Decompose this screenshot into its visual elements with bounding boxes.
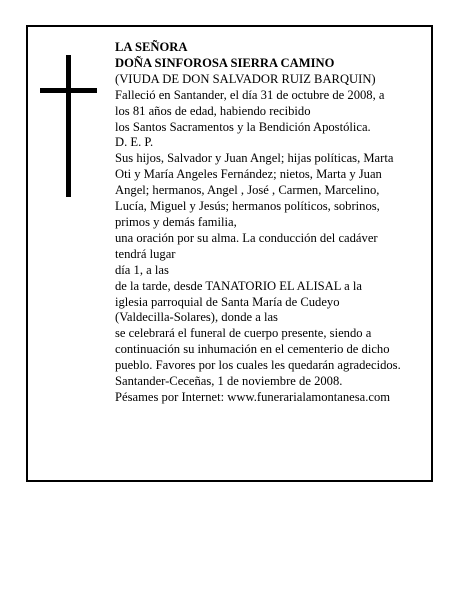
notice-line: primos y demás familia, <box>115 214 237 229</box>
widow-subtitle: (VIUDA DE DON SALVADOR RUIZ BARQUIN) <box>115 71 376 86</box>
obituary-notice <box>26 25 433 482</box>
notice-line: los 81 años de edad, habiendo recibido <box>115 103 311 118</box>
notice-line: de la tarde, desde TANATORIO EL ALISAL a la <box>115 278 362 293</box>
notice-line: Lucía, Miguel y Jesús; hermanos políticos, sobrinos, <box>115 199 380 214</box>
notice-line: pueblo. Favores por los cuales les quedarán agradecidos. <box>115 358 401 373</box>
notice-line: día 1, a las <box>115 262 169 277</box>
notice-line: (Valdecilla-Solares), donde a las <box>115 310 278 325</box>
notice-line: tendrá lugar <box>115 246 176 261</box>
notice-line: Sus hijos, Salvador y Juan Angel; hijas políticas, Marta <box>115 151 394 166</box>
notice-line: Oti y María Angeles Fernández; nietos, Marta y Juan <box>115 167 382 182</box>
notice-line: Angel; hermanos, Angel , José , Carmen, Marcelino, <box>115 183 380 198</box>
place-date-line: Santander-Ceceñas, 1 de noviembre de 2008. <box>115 374 343 389</box>
notice-line: los Santos Sacramentos y la Bendición Apostólica. <box>115 119 371 134</box>
notice-line: iglesia parroquial de Santa María de Cudeyo <box>115 294 340 309</box>
rip-line: D. E. P. <box>115 135 154 150</box>
notice-text <box>115 40 425 406</box>
notice-heading-title: LA SEÑORA <box>115 40 188 54</box>
latin-cross-icon <box>40 55 97 197</box>
notice-line: continuación su inhumación en el cementerio de dicho <box>115 342 390 357</box>
cross-vertical-bar <box>66 55 71 197</box>
notice-line: Falleció en Santander, el día 31 de octubre de 2008, a <box>115 87 385 102</box>
condolences-web-line: Pésames por Internet: www.funerarialamontanesa.com <box>115 389 391 404</box>
notice-line: una oración por su alma. La conducción del cadáver <box>115 230 378 245</box>
notice-line: se celebrará el funeral de cuerpo presente, siendo a <box>115 326 372 341</box>
deceased-name: DOÑA SINFOROSA SIERRA CAMINO <box>115 55 335 70</box>
cross-horizontal-bar <box>40 88 97 93</box>
